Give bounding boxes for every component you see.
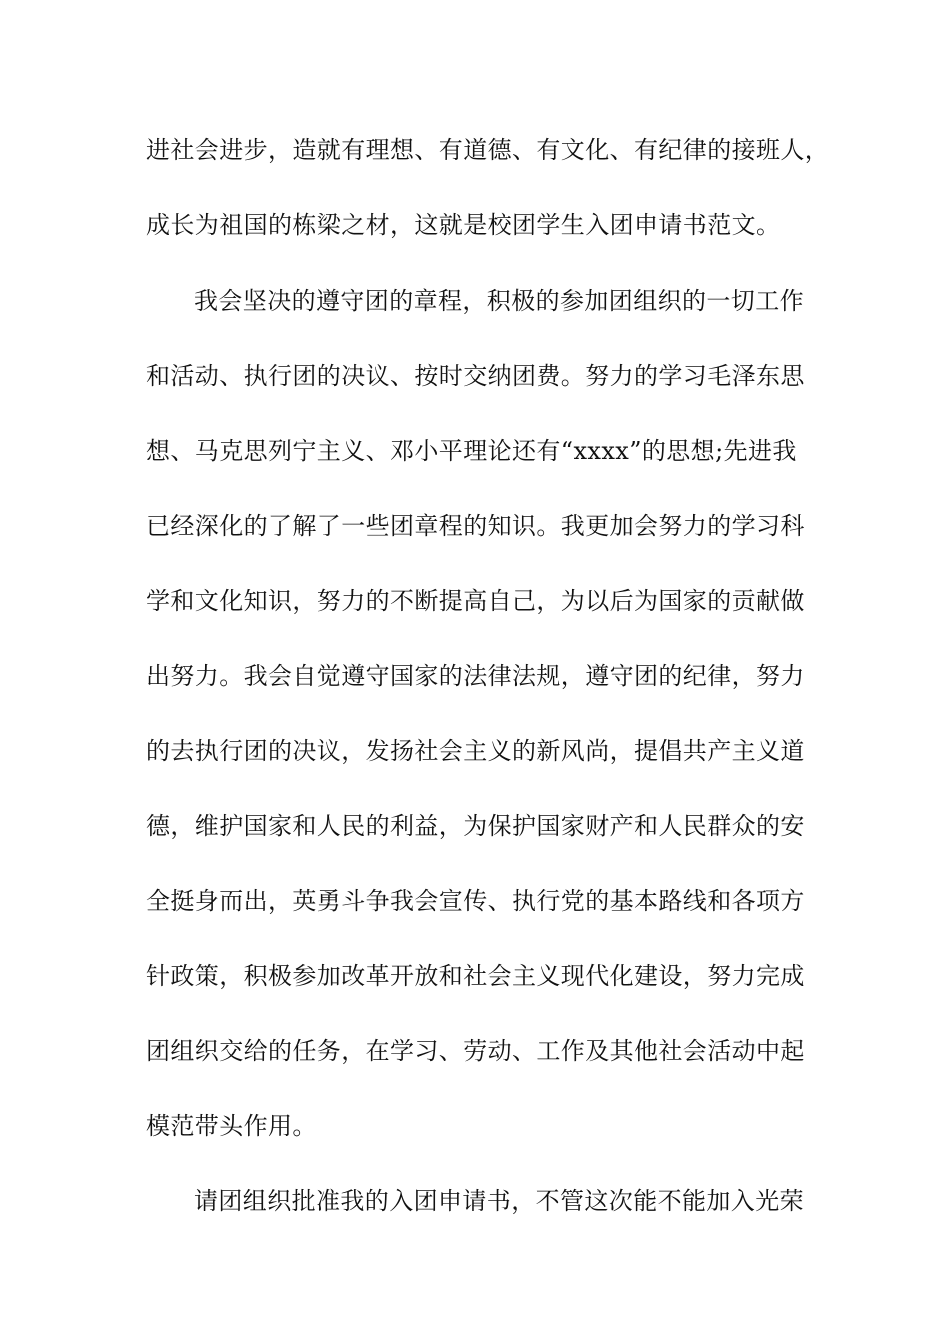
paragraph-start-line-15: 请团组织批准我的入团申请书，不管这次能不能加入光荣 <box>194 1187 804 1215</box>
text-line-12: 针政策，积极参加改革开放和社会主义现代化建设，努力完成 <box>146 962 805 990</box>
text-line-9: 的去执行团的决议，发扬社会主义的新风尚，提倡共产主义道 <box>146 737 805 765</box>
text-line-11: 全挺身而出，英勇斗争我会宣传、执行党的基本路线和各项方 <box>146 887 805 915</box>
text-line-2: 成长为祖国的栋梁之材，这就是校团学生入团申请书范文。 <box>146 211 781 239</box>
text-line-4: 和活动、执行团的决议、按时交纳团费。努力的学习毛泽东思 <box>146 362 805 390</box>
text-line-5: 想、马克思列宁主义、邓小平理论还有“xxxx”的思想;先进我 <box>146 437 797 465</box>
text-line-14: 模范带头作用。 <box>146 1112 317 1140</box>
paragraph-start-line-3: 我会坚决的遵守团的章程，积极的参加团组织的一切工作 <box>194 287 804 315</box>
text-line-1: 进社会进步，造就有理想、有道德、有文化、有纪律的接班人， <box>146 136 830 164</box>
text-line-8: 出努力。我会自觉遵守国家的法律法规，遵守团的纪律，努力 <box>146 662 805 690</box>
text-line-7: 学和文化知识，努力的不断提高自己，为以后为国家的贡献做 <box>146 587 805 615</box>
text-line-6: 已经深化的了解了一些团章程的知识。我更加会努力的学习科 <box>146 512 805 540</box>
text-line-13: 团组织交给的任务，在学习、劳动、工作及其他社会活动中起 <box>146 1037 805 1065</box>
text-line-10: 德，维护国家和人民的利益，为保护国家财产和人民群众的安 <box>146 812 805 840</box>
